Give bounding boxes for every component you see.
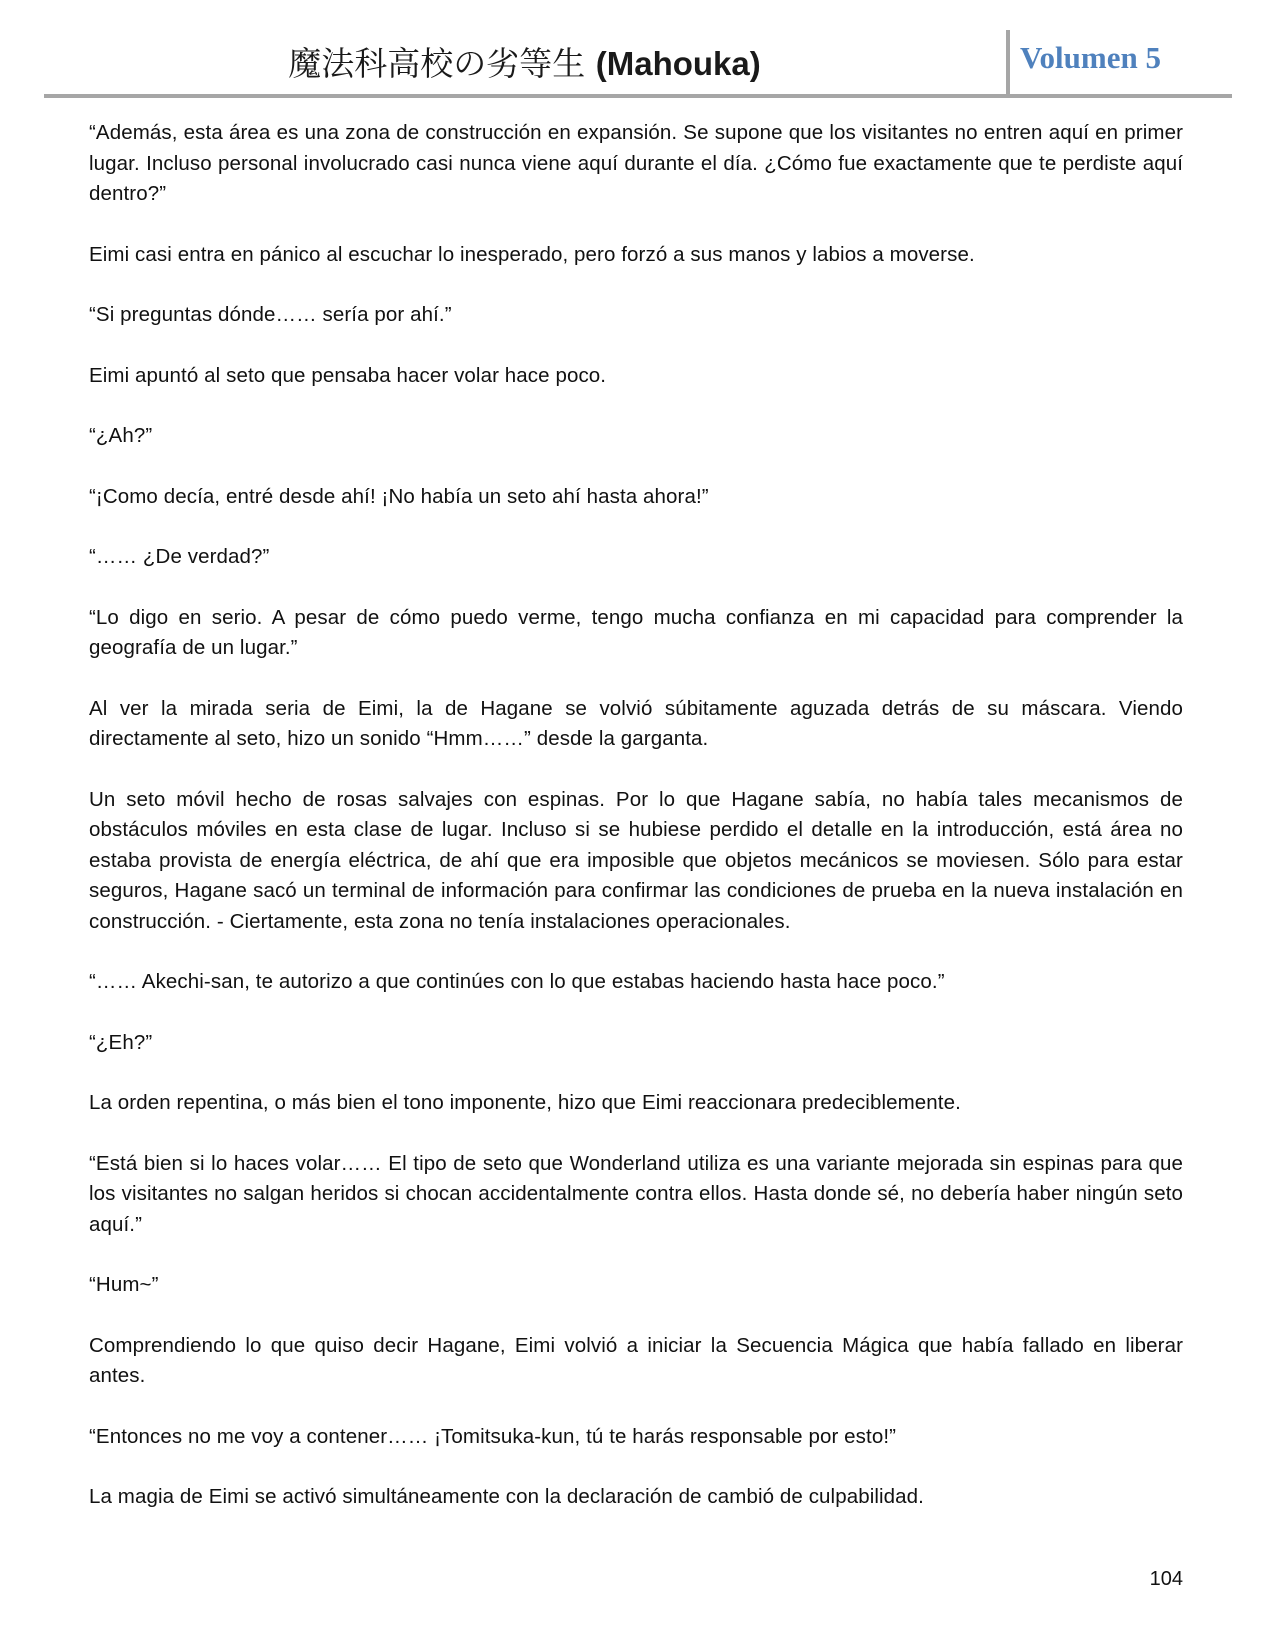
paragraph: Eimi casi entra en pánico al escuchar lo inesperado, pero forzó a sus manos y labios a moverse.: [89, 242, 975, 266]
paragraph: “Está bien si lo haces volar…… El tipo de seto que Wonderland utiliza es una variante mejorada sin espinas para que los visitantes no salgan heridos si chocan accidentalmente contra ellos. Hasta donde sé, no debería haber ningún seto aquí.”: [89, 1151, 1183, 1236]
paragraph: La orden repentina, o más bien el tono imponente, hizo que Eimi reaccionara predeciblemente.: [89, 1091, 961, 1114]
paragraph: Comprendiendo lo que quiso decir Hagane, Eimi volvió a iniciar la Secuencia Mágica que había fallado en liberar antes.: [89, 1333, 1183, 1387]
paragraph: Un seto móvil hecho de rosas salvajes con espinas. Por lo que Hagane sabía, no había tales mecanismos de obstáculos móviles en esta clase de lugar. Incluso si se hubiese perdido el detalle en la introducción, está área no estaba provista de energía eléctrica, de ahí que era imposible que objetos mecánicos se moviesen. Sólo para estar seguros, Hagane sacó un terminal de información para confirmar las condiciones de prueba en la nueva instalación en construcción. - Ciertamente, esta zona no tenía instalaciones operacionales.: [89, 787, 1183, 933]
book-title: [44, 38, 1005, 85]
paragraph: La magia de Eimi se activó simultáneamente con la declaración de cambió de culpabilidad.: [89, 1485, 924, 1508]
book-title-latin: (Mahouka): [595, 45, 761, 82]
paragraph: “…… ¿De verdad?”: [89, 545, 270, 568]
paragraph: “¿Ah?”: [89, 424, 153, 447]
paragraph: “¡Como decía, entré desde ahí! ¡No había un seto ahí hasta ahora!”: [89, 484, 709, 508]
paragraph: Eimi apuntó al seto que pensaba hacer volar hace poco.: [89, 363, 607, 387]
page-number: 104: [1149, 1568, 1183, 1590]
paragraph: “¿Eh?”: [89, 1030, 153, 1054]
volume-label: Volumen 5: [1020, 40, 1161, 75]
paragraph: “Además, esta área es una zona de construcción en expansión. Se supone que los visitantes no entren aquí en primer lugar. Incluso personal involucrado casi nunca viene aquí durante el día. ¿Cómo fue exactamente que te perdiste aquí dentro?”: [89, 121, 1183, 205]
page-header: [44, 28, 1232, 98]
paragraph: “Lo digo en serio. A pesar de cómo puedo verme, tengo mucha confianza en mi capacidad para comprender la geografía de un lugar.”: [89, 605, 1183, 659]
paragraph: Al ver la mirada seria de Eimi, la de Hagane se volvió súbitamente aguzada detrás de su máscara. Viendo directamente al seto, hizo un sonido “Hmm……” desde la garganta.: [89, 696, 1183, 750]
header-divider: [1006, 30, 1010, 94]
book-title-japanese: 魔法科高校の劣等生: [288, 44, 586, 83]
paragraph: “…… Akechi-san, te autorizo a que continúes con lo que estabas haciendo hasta hace poco.”: [89, 970, 945, 993]
page-body: [89, 118, 1183, 1543]
paragraph: “Entonces no me voy a contener…… ¡Tomitsuka-kun, tú te harás responsable por esto!”: [89, 1424, 897, 1448]
paragraph: “Si preguntas dónde…… sería por ahí.”: [89, 303, 452, 326]
paragraph: “Hum~”: [89, 1273, 159, 1296]
